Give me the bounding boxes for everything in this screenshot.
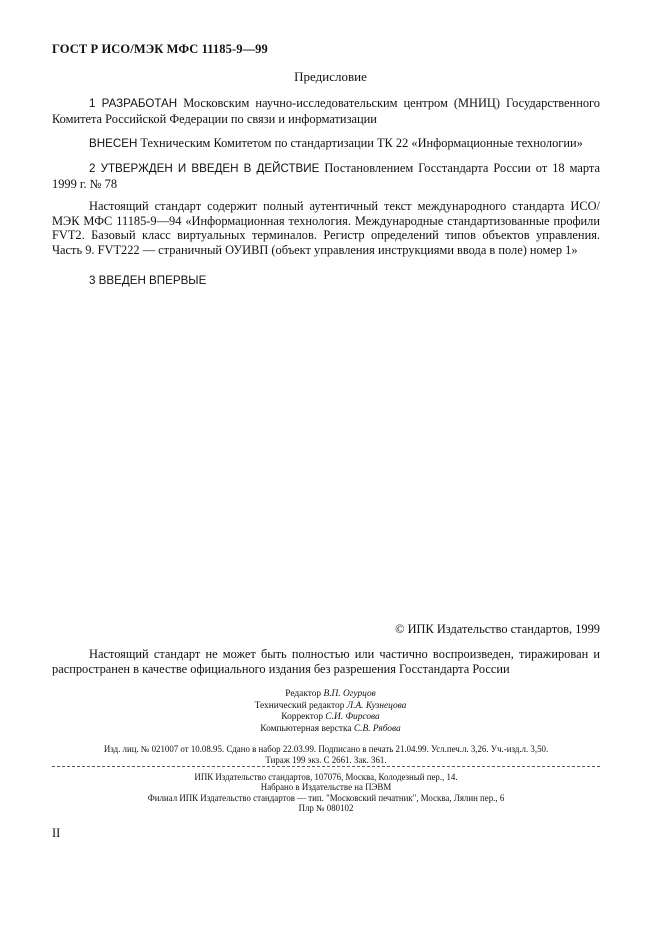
publication-info-line-1: Изд. лиц. № 021007 от 10.08.95. Сдано в набор 22.03.99. Подписано в печать 21.04.99. Усл.печ.л. 3,26. Уч.-изд.л. 3,50.: [103, 744, 549, 754]
publication-info: [52, 744, 600, 765]
preface-item-1-text: Московским научно-исследовательским центром (МНИЦ) Государственного Комитета Российской Федерации по связи и информатизации: [52, 96, 600, 126]
credit-layout: Компьютерная верстка С.В. Рябова: [260, 723, 401, 734]
editorial-credits: [0, 689, 661, 735]
credit-proofreader: Корректор С.И. Фирсова: [281, 712, 380, 723]
preface-introduced: [52, 136, 600, 152]
printing-info-line-1: ИПК Издательство стандартов, 107076, Москва, Колодезный пер., 14.: [194, 772, 458, 782]
page-number: II: [52, 826, 61, 840]
document-designation: ГОСТ Р ИСО/МЭК МФС 11185-9—99: [52, 42, 268, 56]
printing-info-line-2: Набрано в Издательстве на ПЭВМ: [260, 782, 392, 793]
preface-content-statement: Настоящий стандарт содержит полный аутентичный текст международного стандарта ИСО/МЭК МФС 11185-9—94 «Информационная технология. Международные стандартизованные профили FVT2. Базовый класс виртуальных терминалов. Регистр определений типов объектов управления. Часть 9. FVT222 — страничный ОУИВП (объект управления инструкциями ввода в поле) номер 1»: [52, 199, 600, 257]
credit-technical-editor: Технический редактор Л.А. Кузнецова: [254, 700, 407, 711]
publication-info-line-2: Тираж 199 экз. С 2661. Зак. 361.: [265, 754, 387, 765]
preface-item-2-text: Постановлением Госстандарта России от 18 марта 1999 г. № 78: [52, 161, 600, 191]
preface-item-1: [52, 96, 600, 126]
dashed-divider: [52, 766, 600, 767]
printing-info-line-4: Плр № 080102: [298, 803, 354, 814]
preface-introduced-text: Техническим Комитетом по стандартизации ТК 22 «Информационные технологии»: [137, 136, 583, 150]
copyright-line: © ИПК Издательство стандартов, 1999: [395, 622, 600, 636]
preface-introduced-lead: ВНЕСЕН: [89, 137, 138, 150]
preface-item-3: 3 ВВЕДЕН ВПЕРВЫЕ: [89, 274, 207, 287]
printing-info-line-3: Филиал ИПК Издательство стандартов — тип. "Московский печатник", Москва, Лялин пер., 6: [147, 792, 505, 803]
credit-editor: Редактор В.П. Огурцов: [285, 689, 376, 699]
preface-item-1-lead: 1 РАЗРАБОТАН: [89, 97, 178, 110]
preface-title: Предисловие: [294, 69, 367, 84]
preface-item-2: [52, 161, 600, 191]
printing-info: [52, 772, 600, 814]
reproduction-notice: Настоящий стандарт не может быть полностью или частично воспроизведен, тиражирован и распространен в качестве официального издания без разрешения Госстандарта России: [52, 647, 600, 676]
preface-item-2-lead: 2 УТВЕРЖДЕН И ВВЕДЕН В ДЕЙСТВИЕ: [89, 162, 320, 175]
